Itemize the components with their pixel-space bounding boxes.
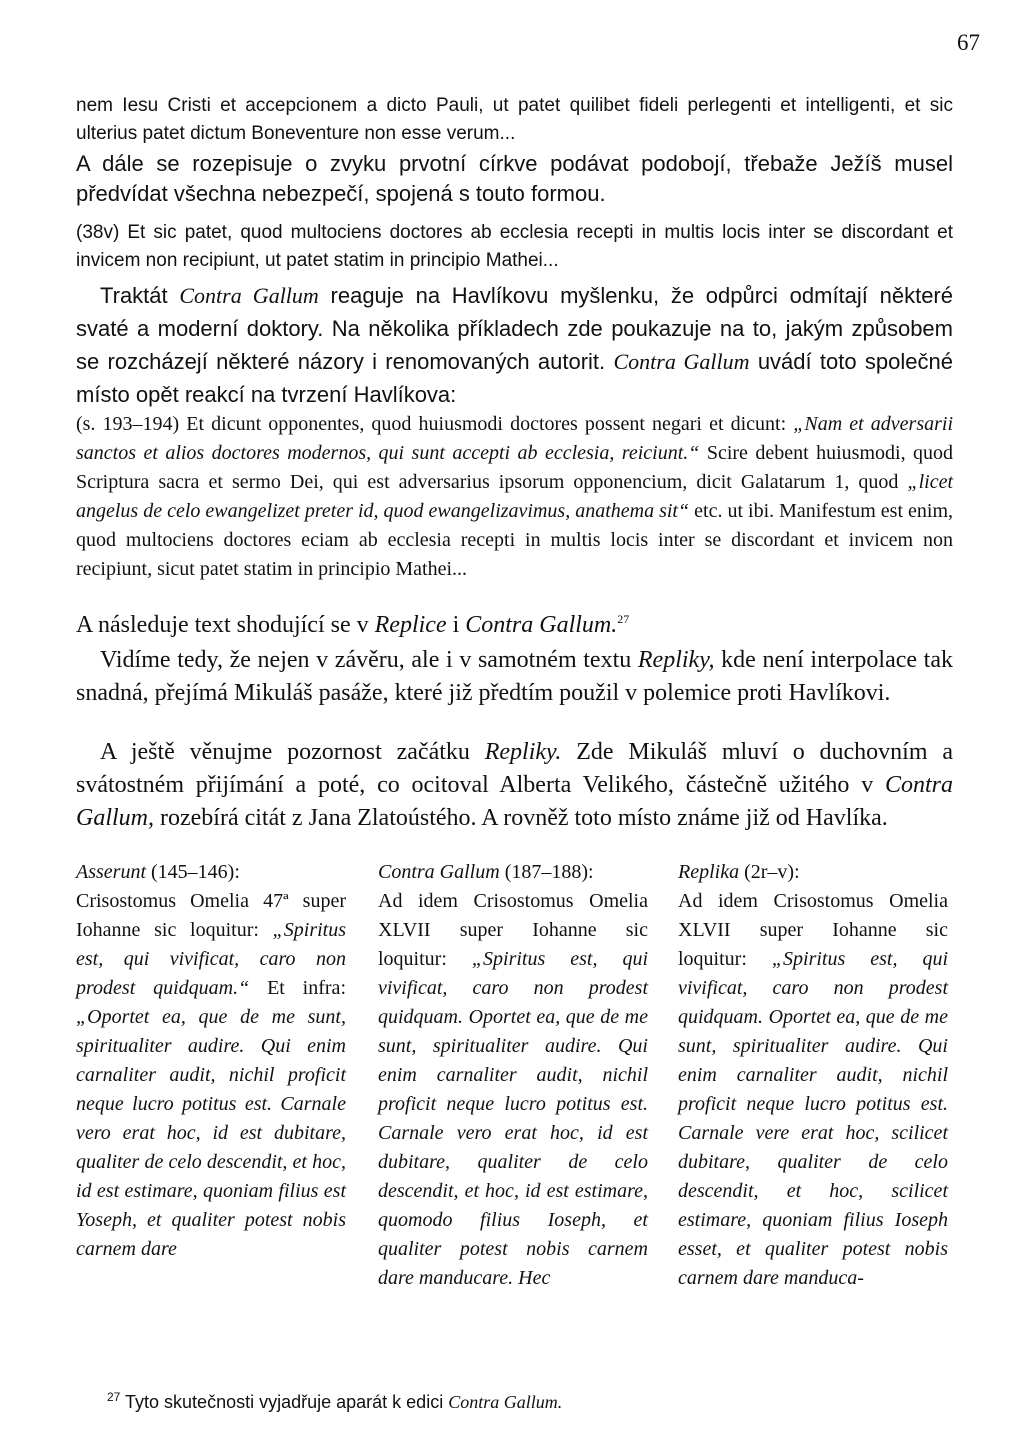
column-heading: Replika (2r–v): bbox=[678, 861, 800, 883]
column-replika bbox=[678, 858, 948, 1293]
column-text: Ad idem Crisostomus Omelia XLVII super Iohanne sic loquitur: „Spiritus est, qui vivificat, caro non prodest quidquam. Oportet ea, que de me sunt, spiritualiter audire. Qui enim carnaliter audit, nichil proficit neque lucro potitus est. Carnale vero erat hoc, id est dubitare, qualiter de celo descendit, et hoc, id est estimare, quomodo filius Ioseph, et qualiter potest nobis carnem dare manducare. Hec bbox=[378, 890, 649, 1289]
latin-quotation-paragraph: (s. 193–194) Et dicunt opponentes, quod huiusmodi doctores possent negari et dicunt: „Nam et adversarii sanctos et alios doctores modernos, qui sunt accepti ab ecclesia, reiciunt.“ Scire debent huiusmodi, quod Scriptura sacra et sermo Dei, qui est adversarius ipsorum opponencium, dicit Galatarum 1, quod „licet angelus de celo ewangelizet preter id, quod ewangelizavimus, anathema sit“ etc. ut ibi. Manifestum est enim, quod multociens doctores eciam ab ecclesia recepti in multis locis inter se discordant et invicem non recipiunt, sicut patet statim in principio Mathei... bbox=[76, 413, 954, 580]
czech-paragraph-4: Vidíme tedy, že nejen v závěru, ale i v samotném textu Repliky, kde není interpolace tak snadná, přejímá Mikuláš pasáže, které již předtím použil v polemice proti Havlíkovi. bbox=[76, 647, 954, 706]
czech-paragraph-2: Traktát Contra Gallum reaguje na Havlíkovu myšlenku, že odpůrci odmítají některé svaté a moderní doktory. Na několika příkladech zde poukazuje na to, jakým způsobem se rozcházejí některé názory i renomovaných autorit. Contra Gallum uvádí toto společné místo opět reakcí na tvrzení Havlíkova: bbox=[76, 283, 953, 407]
latin-paragraph-2: (38v) Et sic patet, quod multociens doctores ab ecclesia recepti in multis locis inter se discordant et invicem non recipiunt, ut patet statim in principio Mathei... bbox=[76, 222, 953, 271]
footnote-number: 27 bbox=[107, 1390, 121, 1404]
page-number: 67 bbox=[957, 30, 980, 55]
czech-paragraph-1: A dále se rozepisuje o zvyku prvotní církve podávat podobojí, třebaže Ježíš musel předvídat všechna nebezpečí, spojená s touto formou. bbox=[76, 151, 953, 206]
column-heading: Contra Gallum (187–188): bbox=[378, 861, 594, 883]
column-asserunt bbox=[76, 858, 346, 1264]
column-text: Ad idem Crisostomus Omelia XLVII super Iohanne sic loquitur: „Spiritus est, qui vivificat, caro non prodest quidquam. Oportet ea, que de me sunt, spiritualiter audire. Qui enim carnaliter audit, nichil proficit neque lucro potitus est. Carnale vere erat hoc, scilicet dubitare, qualiter de celo descendit, et hoc, scilicet estimare, quoniam filius Ioseph esset, et qualiter potest nobis carnem dare manduca- bbox=[678, 890, 949, 1289]
czech-paragraph-3: A následuje text shodující se v Replice i Contra Gallum.$^{27}$ bbox=[76, 612, 630, 638]
latin-paragraph-1: nem Iesu Cristi et accepcionem a dicto Pauli, ut patet quilibet fideli perlegenti et intelligenti, et sic ulterius patet dictum Boneventure non esse verum... bbox=[76, 95, 953, 144]
footnote: $^{27}$ Tyto skutečnosti vyjadřuje aparát k edici Contra Gallum. bbox=[107, 1390, 563, 1412]
footnote-reference: 27 bbox=[617, 612, 630, 626]
column-text: Crisostomus Omelia 47ª super Iohanne sic loquitur: „Spiritus est, qui vivificat, caro non prodest quidquam.“ Et infra: „Oportet ea, que de me sunt, spiritualiter audire. Qui enim carnaliter audit, nichil proficit neque lucro potitus est. Carnale vero erat hoc, id est dubitare, qualiter de celo descendit, et hoc, id est estimare, quoniam filius est Yoseph, et qualiter potest nobis carnem dare bbox=[76, 890, 346, 1260]
czech-paragraph-5: A ještě věnujme pozornost začátku Repliky. Zde Mikuláš mluví o duchovním a svátostném přijímání a poté, co ocitoval Alberta Velikého, částečně užitého v Contra Gallum, rozebírá citát z Jana Zlatoústého. A rovněž toto místo známe již od Havlíka. bbox=[76, 739, 954, 831]
column-contra-gallum bbox=[378, 858, 648, 1293]
column-heading: Asserunt (145–146): bbox=[76, 861, 240, 883]
